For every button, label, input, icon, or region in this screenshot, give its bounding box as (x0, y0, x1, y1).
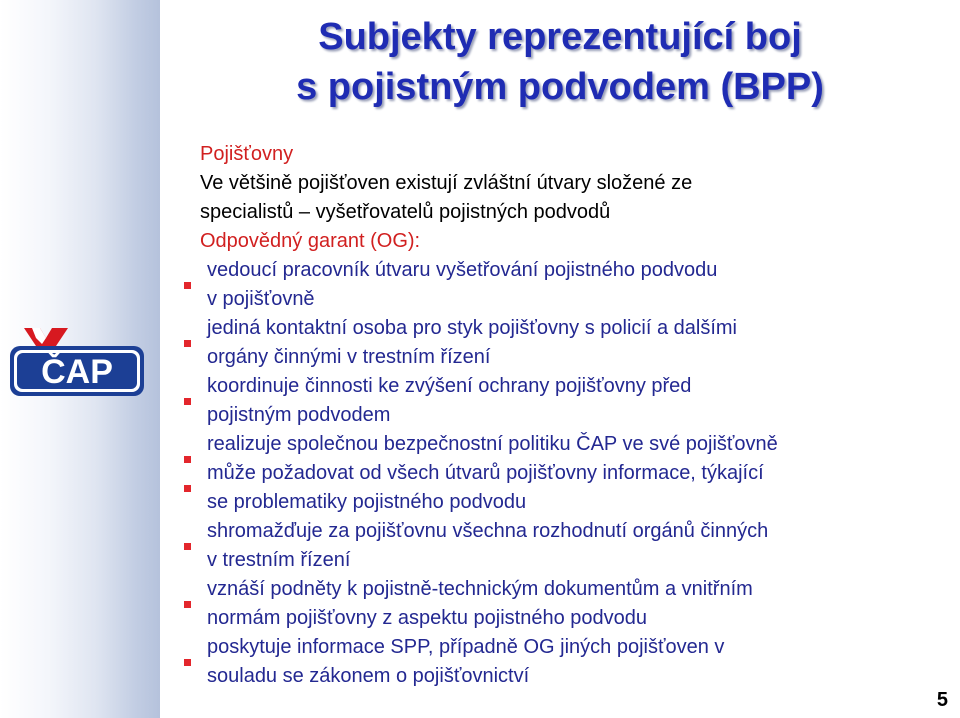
cap-logo (6, 320, 148, 400)
bullet-5-line-1: může požadovat od všech útvarů pojišťovny informace, týkající (207, 462, 764, 484)
bullet-7-line-1: vznáší podněty k pojistně-technickým dokumentům a vnitřním (207, 578, 753, 600)
bullet-marker (184, 282, 191, 289)
bullet-4-line-1: realizuje společnou bezpečnostní politiku ČAP ve své pojišťovně (207, 433, 778, 455)
bullet-3-line-2: pojistným podvodem (207, 404, 391, 426)
bullet-6-line-1: shromažďuje za pojišťovnu všechna rozhodnutí orgánů činných (207, 520, 769, 542)
intro-line-1: Ve většině pojišťoven existují zvláštní útvary složené ze (200, 172, 693, 194)
bullet-marker (184, 485, 191, 492)
bullet-7-line-2: normám pojišťovny z aspektu pojistného podvodu (207, 607, 647, 629)
bullet-2-line-1: jediná kontaktní osoba pro styk pojišťovny s policií a dalšími (207, 317, 737, 339)
bullet-marker (184, 398, 191, 405)
bullet-marker (184, 340, 191, 347)
bullet-5-line-2: se problematiky pojistného podvodu (207, 491, 527, 513)
section-heading: Pojišťovny (200, 143, 294, 165)
page-number: 5 (936, 689, 948, 711)
title-line-2: s pojistným podvodem (BPP) (296, 66, 824, 108)
bullet-1-line-1: vedoucí pracovník útvaru vyšetřování pojistného podvodu (207, 259, 718, 281)
garant-heading: Odpovědný garant (OG): (200, 230, 421, 252)
bullet-marker (184, 543, 191, 550)
bullet-8-line-1: poskytuje informace SPP, případně OG jiných pojišťoven v (207, 636, 725, 658)
bullet-1-line-2: v pojišťovně (207, 288, 315, 310)
bullet-marker (184, 659, 191, 666)
intro-line-2: specialistů – vyšetřovatelů pojistných podvodů (200, 201, 611, 223)
bullet-6-line-2: v trestním řízení (207, 549, 351, 571)
bullet-3-line-1: koordinuje činnosti ke zvýšení ochrany pojišťovny před (207, 375, 692, 397)
slide-body (200, 140, 950, 691)
bullet-marker (184, 456, 191, 463)
bullet-marker (184, 601, 191, 608)
logo-text: ČAP (41, 353, 113, 391)
bullet-2-line-2: orgány činnými v trestním řízení (207, 346, 491, 368)
bullet-8-line-2: souladu se zákonem o pojišťovnictví (207, 665, 530, 687)
title-line-1: Subjekty reprezentující boj (318, 16, 802, 58)
logo-hacek-red (24, 328, 68, 346)
slide-title (160, 12, 960, 112)
